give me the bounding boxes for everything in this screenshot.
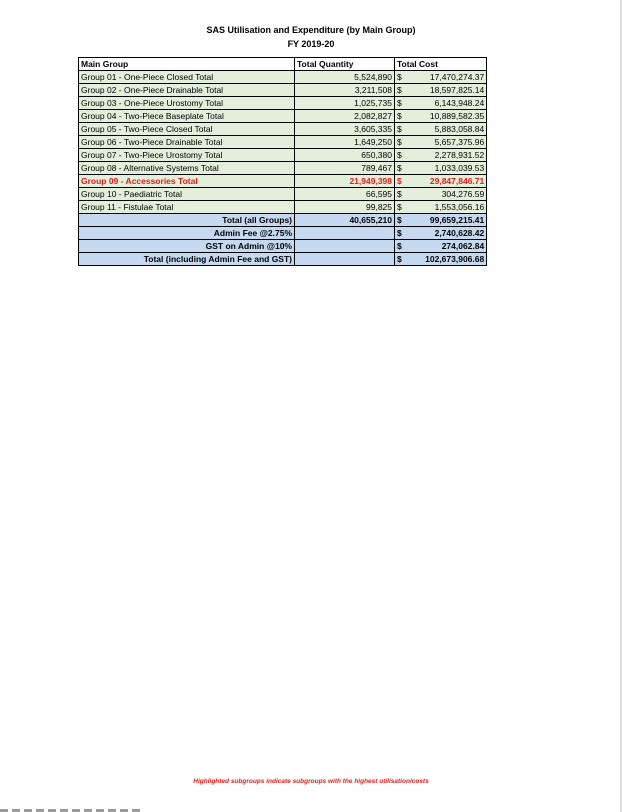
group-quantity: 650,380 bbox=[295, 149, 395, 162]
currency-symbol: $ bbox=[395, 136, 404, 149]
table-row-highlighted bbox=[79, 175, 487, 188]
group-quantity: 1,649,250 bbox=[295, 136, 395, 149]
group-quantity: 99,825 bbox=[295, 201, 395, 214]
grand-total-cost: 102,673,906.68 bbox=[404, 253, 487, 266]
table-row bbox=[79, 97, 487, 110]
group-cost: 304,276.59 bbox=[404, 188, 487, 201]
total-row bbox=[79, 214, 487, 227]
table-row bbox=[79, 136, 487, 149]
currency-symbol: $ bbox=[395, 175, 404, 188]
table-row bbox=[79, 84, 487, 97]
currency-symbol: $ bbox=[395, 84, 404, 97]
group-quantity: 5,524,890 bbox=[295, 71, 395, 84]
group-cost: 6,143,948.24 bbox=[404, 97, 487, 110]
group-quantity: 66,595 bbox=[295, 188, 395, 201]
currency-symbol: $ bbox=[395, 201, 404, 214]
header-main-group: Main Group bbox=[79, 58, 295, 71]
table-row bbox=[79, 149, 487, 162]
currency-symbol: $ bbox=[395, 240, 404, 253]
table-row bbox=[79, 71, 487, 84]
group-cost: 1,553,056.16 bbox=[404, 201, 487, 214]
currency-symbol: $ bbox=[395, 162, 404, 175]
grand-total-label: Total (including Admin Fee and GST) bbox=[79, 253, 295, 266]
report-title: SAS Utilisation and Expenditure (by Main Group) bbox=[206, 25, 416, 35]
gst-cost: 274,062.84 bbox=[404, 240, 487, 253]
group-cost: 29,847,846.71 bbox=[404, 175, 487, 188]
grand-total-row bbox=[79, 253, 487, 266]
group-name: Group 07 - Two-Piece Urostomy Total bbox=[79, 149, 295, 162]
group-cost: 10,889,582.35 bbox=[404, 110, 487, 123]
table-row bbox=[79, 123, 487, 136]
currency-symbol: $ bbox=[395, 97, 404, 110]
header-total-cost: Total Cost bbox=[395, 58, 487, 71]
currency-symbol: $ bbox=[395, 253, 404, 266]
total-cost: 99,659,215.41 bbox=[404, 214, 487, 227]
grand-total-quantity bbox=[295, 253, 395, 266]
group-quantity: 1,025,735 bbox=[295, 97, 395, 110]
group-name: Group 08 - Alternative Systems Total bbox=[79, 162, 295, 175]
group-cost: 18,597,825.14 bbox=[404, 84, 487, 97]
admin-fee-cost: 2,740,628.42 bbox=[404, 227, 487, 240]
header-total-quantity: Total Quantity bbox=[295, 58, 395, 71]
group-quantity: 789,467 bbox=[295, 162, 395, 175]
gst-quantity bbox=[295, 240, 395, 253]
currency-symbol: $ bbox=[395, 188, 404, 201]
group-name: Group 10 - Paediatric Total bbox=[79, 188, 295, 201]
currency-symbol: $ bbox=[395, 227, 404, 240]
group-quantity: 3,605,335 bbox=[295, 123, 395, 136]
table-row bbox=[79, 188, 487, 201]
group-cost: 5,883,058.84 bbox=[404, 123, 487, 136]
total-label: Total (all Groups) bbox=[79, 214, 295, 227]
currency-symbol: $ bbox=[395, 71, 404, 84]
footnote: Highlighted subgroups indicate subgroups with the highest utilisation/costs bbox=[193, 778, 429, 785]
table-row bbox=[79, 162, 487, 175]
gst-label: GST on Admin @10% bbox=[79, 240, 295, 253]
group-name: Group 02 - One-Piece Drainable Total bbox=[79, 84, 295, 97]
gst-row bbox=[79, 240, 487, 253]
report-subtitle: FY 2019-20 bbox=[287, 39, 335, 49]
group-cost: 17,470,274.37 bbox=[404, 71, 487, 84]
group-name: Group 06 - Two-Piece Drainable Total bbox=[79, 136, 295, 149]
group-name: Group 09 - Accessories Total bbox=[79, 175, 295, 188]
total-quantity: 40,655,210 bbox=[295, 214, 395, 227]
currency-symbol: $ bbox=[395, 214, 404, 227]
admin-fee-quantity bbox=[295, 227, 395, 240]
currency-symbol: $ bbox=[395, 123, 404, 136]
table-row bbox=[79, 201, 487, 214]
table-header-row bbox=[79, 58, 487, 71]
currency-symbol: $ bbox=[395, 149, 404, 162]
group-name: Group 01 - One-Piece Closed Total bbox=[79, 71, 295, 84]
group-quantity: 3,211,508 bbox=[295, 84, 395, 97]
admin-fee-label: Admin Fee @2.75% bbox=[79, 227, 295, 240]
utilisation-table bbox=[78, 57, 487, 266]
group-cost: 5,657,375.96 bbox=[404, 136, 487, 149]
group-quantity: 21,949,398 bbox=[295, 175, 395, 188]
admin-fee-row bbox=[79, 227, 487, 240]
group-cost: 2,278,931.52 bbox=[404, 149, 487, 162]
currency-symbol: $ bbox=[395, 110, 404, 123]
group-name: Group 11 - Fistulae Total bbox=[79, 201, 295, 214]
group-name: Group 05 - Two-Piece Closed Total bbox=[79, 123, 295, 136]
group-quantity: 2,082,827 bbox=[295, 110, 395, 123]
group-name: Group 03 - One-Piece Urostomy Total bbox=[79, 97, 295, 110]
group-name: Group 04 - Two-Piece Baseplate Total bbox=[79, 110, 295, 123]
group-cost: 1,033,039.53 bbox=[404, 162, 487, 175]
table-row bbox=[79, 110, 487, 123]
